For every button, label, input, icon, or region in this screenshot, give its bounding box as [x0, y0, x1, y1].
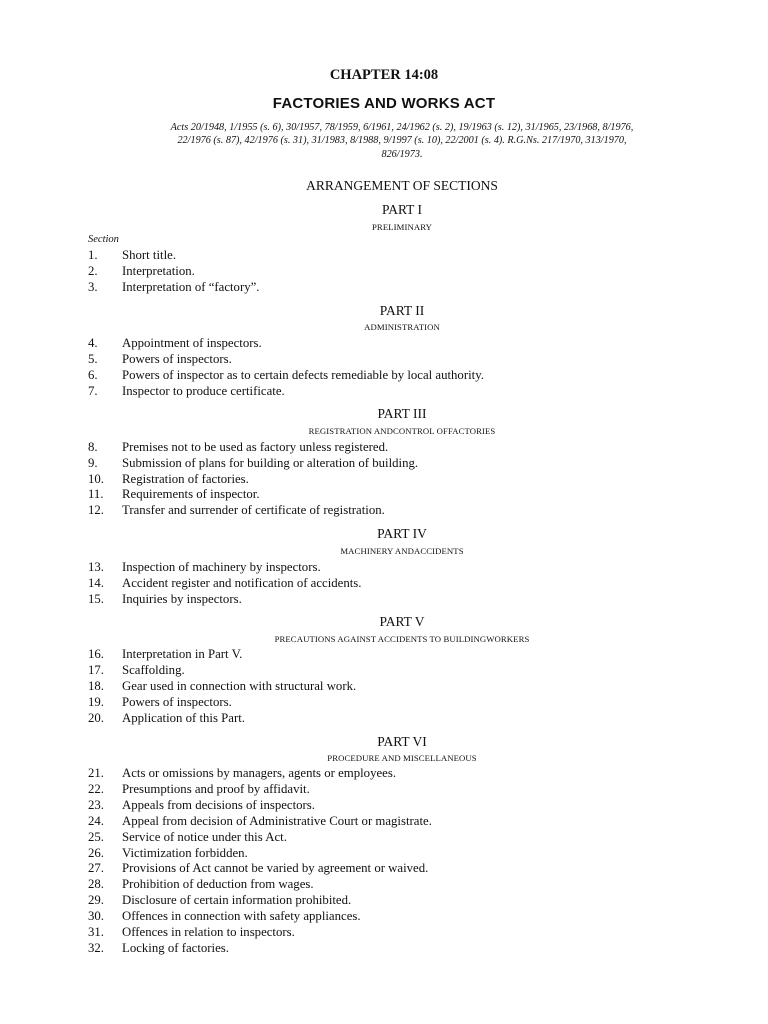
section-item[interactable]	[88, 646, 728, 662]
section-item[interactable]	[88, 439, 728, 455]
part-title: PART III	[377, 406, 427, 421]
part-subtitle: ADMINISTRATION	[364, 322, 440, 332]
amending-acts-line: 22/1976 (s. 87), 42/1976 (s. 31), 31/1983, 8/1988, 9/1997 (s. 10), 22/2001 (s. 4). R.G.Ns. 217/1970, 313/1970,	[177, 135, 627, 147]
section-number: 10.	[88, 472, 104, 486]
section-item[interactable]	[88, 247, 728, 263]
section-item[interactable]	[88, 263, 728, 279]
section-title: Interpretation in Part V.	[122, 647, 243, 661]
arrangement-heading: ARRANGEMENT OF SECTIONS	[306, 178, 498, 193]
section-number: 7.	[88, 384, 98, 398]
section-number: 8.	[88, 440, 98, 454]
section-item[interactable]	[88, 678, 728, 694]
section-item[interactable]	[88, 471, 728, 487]
section-item[interactable]	[88, 694, 728, 710]
section-title: Short title.	[122, 248, 177, 262]
section-item[interactable]	[88, 908, 728, 924]
section-item[interactable]	[88, 591, 728, 607]
part-title: PART II	[379, 303, 425, 318]
part-title: PART I	[381, 202, 423, 217]
section-title: Presumptions and proof by affidavit.	[122, 782, 310, 796]
section-number: 3.	[88, 280, 98, 294]
section-title: Disclosure of certain information prohibited.	[122, 893, 352, 907]
section-title: Requirements of inspector.	[122, 487, 260, 501]
section-number: 16.	[88, 647, 104, 661]
section-title: Accident register and notification of accidents.	[122, 576, 362, 590]
part-title: PART V	[379, 614, 425, 629]
section-title: Inspector to produce certificate.	[122, 384, 285, 398]
amending-acts	[164, 121, 640, 161]
section-number: 5.	[88, 352, 98, 366]
section-number: 31.	[88, 925, 104, 939]
section-item[interactable]	[88, 486, 728, 502]
section-title: Offences in connection with safety appliances.	[122, 909, 361, 923]
section-number: 6.	[88, 368, 98, 382]
section-number: 27.	[88, 861, 104, 875]
section-item[interactable]	[88, 455, 728, 471]
section-number: 15.	[88, 592, 104, 606]
section-number: 26.	[88, 846, 104, 860]
section-number: 24.	[88, 814, 104, 828]
section-title: Registration of factories.	[122, 472, 249, 486]
section-title: Provisions of Act cannot be varied by agreement or waived.	[122, 861, 429, 875]
section-item[interactable]	[88, 797, 728, 813]
section-title: Appointment of inspectors.	[122, 336, 262, 350]
part-title: PART IV	[377, 526, 427, 541]
section-title: Powers of inspectors.	[122, 352, 232, 366]
section-number: 9.	[88, 456, 98, 470]
section-item[interactable]	[88, 575, 728, 591]
section-title: Powers of inspector as to certain defects remediable by local authority.	[122, 368, 484, 382]
section-title: Inquiries by inspectors.	[122, 592, 242, 606]
section-title: Acts or omissions by managers, agents or employees.	[122, 766, 397, 780]
section-title: Appeals from decisions of inspectors.	[122, 798, 315, 812]
section-item[interactable]	[88, 765, 728, 781]
section-item[interactable]	[88, 279, 728, 295]
section-item[interactable]	[88, 335, 728, 351]
section-number: 12.	[88, 503, 104, 517]
section-item[interactable]	[88, 781, 728, 797]
section-number: 23.	[88, 798, 104, 812]
section-title: Prohibition of deduction from wages.	[122, 877, 314, 891]
part-subtitle: MACHINERY ANDACCIDENTS	[340, 546, 464, 556]
section-number: 18.	[88, 679, 104, 693]
section-item[interactable]	[88, 559, 728, 575]
section-number: 30.	[88, 909, 104, 923]
section-item[interactable]	[88, 383, 728, 399]
section-item[interactable]	[88, 710, 728, 726]
section-title: Transfer and surrender of certificate of registration.	[122, 503, 385, 517]
section-title: Inspection of machinery by inspectors.	[122, 560, 321, 574]
section-item[interactable]	[88, 845, 728, 861]
section-item[interactable]	[88, 367, 728, 383]
section-title: Gear used in connection with structural work.	[122, 679, 357, 693]
section-column-label: Section	[88, 234, 119, 245]
section-title: Victimization forbidden.	[122, 846, 248, 860]
part-title: PART VI	[377, 734, 427, 749]
section-number: 22.	[88, 782, 104, 796]
section-item[interactable]	[88, 829, 728, 845]
section-item[interactable]	[88, 860, 728, 876]
section-title: Interpretation.	[122, 264, 195, 278]
section-title: Locking of factories.	[122, 941, 229, 955]
section-number: 11.	[88, 487, 104, 501]
section-number: 13.	[88, 560, 104, 574]
section-number: 2.	[88, 264, 98, 278]
part-subtitle: PRELIMINARY	[372, 222, 432, 232]
section-item[interactable]	[88, 876, 728, 892]
section-number: 21.	[88, 766, 104, 780]
section-item[interactable]	[88, 351, 728, 367]
part-subtitle: REGISTRATION ANDCONTROL OFFACTORIES	[308, 426, 496, 436]
amending-acts-line: 826/1973.	[381, 148, 423, 160]
section-number: 28.	[88, 877, 104, 891]
section-item[interactable]	[88, 502, 728, 518]
section-title: Appeal from decision of Administrative Court or magistrate.	[122, 814, 432, 828]
section-number: 19.	[88, 695, 104, 709]
section-number: 14.	[88, 576, 104, 590]
section-number: 1.	[88, 248, 98, 262]
section-item[interactable]	[88, 940, 728, 956]
section-title: Scaffolding.	[122, 663, 185, 677]
section-title: Submission of plans for building or alteration of building.	[122, 456, 419, 470]
section-title: Premises not to be used as factory unless registered.	[122, 440, 389, 454]
act-title: FACTORIES AND WORKS ACT	[272, 95, 496, 112]
section-item[interactable]	[88, 924, 728, 940]
section-item[interactable]	[88, 892, 728, 908]
section-number: 20.	[88, 711, 104, 725]
section-title: Powers of inspectors.	[122, 695, 232, 709]
section-number: 17.	[88, 663, 104, 677]
part-subtitle: PRECAUTIONS AGAINST ACCIDENTS TO BUILDINGWORKERS	[274, 634, 530, 644]
section-number: 25.	[88, 830, 104, 844]
section-item[interactable]	[88, 813, 728, 829]
section-title: Interpretation of “factory”.	[122, 280, 260, 294]
section-item[interactable]	[88, 662, 728, 678]
section-title: Service of notice under this Act.	[122, 830, 287, 844]
section-number: 29.	[88, 893, 104, 907]
section-title: Application of this Part.	[122, 711, 245, 725]
section-title: Offences in relation to inspectors.	[122, 925, 295, 939]
part-subtitle: PROCEDURE AND MISCELLANEOUS	[327, 753, 477, 763]
section-number: 32.	[88, 941, 104, 955]
chapter-heading: CHAPTER 14:08	[329, 67, 439, 83]
amending-acts-line: Acts 20/1948, 1/1955 (s. 6), 30/1957, 78/1959, 6/1961, 24/1962 (s. 2), 19/1963 (s. 12), 31/1965, 23/1968, 8/1976,	[170, 122, 634, 133]
section-number: 4.	[88, 336, 98, 350]
